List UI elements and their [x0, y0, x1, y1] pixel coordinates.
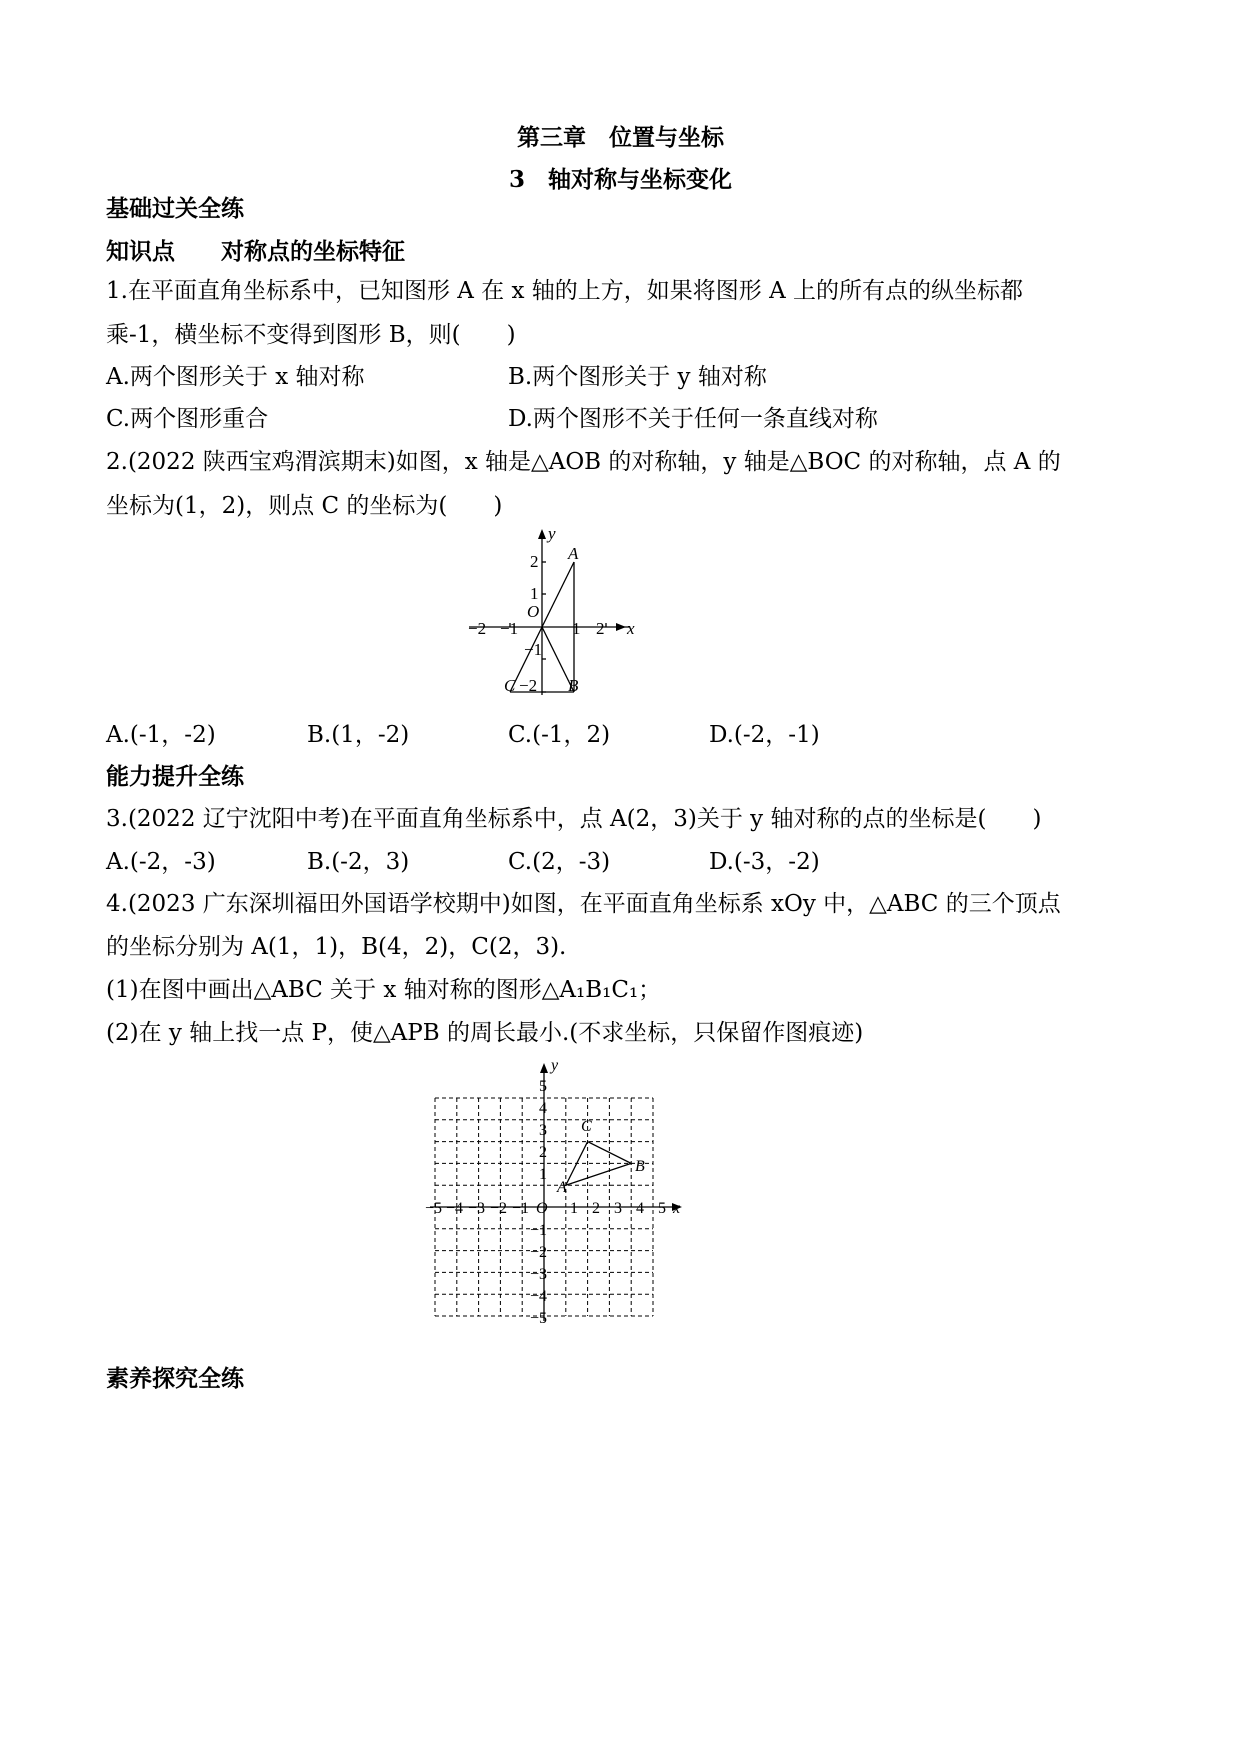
q2-text-line1: 2.(2022 陕西宝鸡渭滨期末)如图，x 轴是△AOB 的对称轴，y 轴是△BOC 的对称轴，点 A 的	[106, 449, 1061, 475]
section-heading-basic: 基础过关全练	[106, 195, 244, 222]
q4-x-tick-m2: −2	[490, 1200, 508, 1217]
q1-text-line1: 1.在平面直角坐标系中，已知图形 A 在 x 轴的上方，如果将图形 A 上的所有点的纵坐标都	[106, 278, 1024, 304]
q3-text-line1: 3.(2022 辽宁沈阳中考)在平面直角坐标系中，点 A(2，3)关于 y 轴对称的点的坐标是( )	[106, 806, 1042, 832]
q2-segment-oa	[542, 562, 574, 627]
q4-x-tick-2: 2	[592, 1200, 600, 1217]
q4-part1: (1)在图中画出△ABC 关于 x 轴对称的图形△A₁B₁C₁；	[106, 977, 662, 1003]
q2-y-tick-m1: −1	[524, 640, 543, 659]
q4-y-tick-1: 1	[539, 1166, 547, 1183]
q3-option-b: B.(-2，3)	[307, 849, 410, 875]
q4-x-tick-5: 5	[658, 1200, 666, 1217]
q3-option-c: C.(2，-3)	[508, 849, 611, 875]
q4-y-tick-m2: −2	[530, 1244, 548, 1261]
q4-x-tick-m4: −4	[446, 1200, 464, 1217]
q2-option-c: C.(-1，2)	[508, 722, 611, 748]
section-heading-explore: 素养探究全练	[106, 1365, 244, 1392]
q4-text-line2: 的坐标分别为 A(1，1)，B(4，2)，C(2，3).	[106, 934, 567, 960]
q2-x-tick-2: 2	[596, 619, 605, 638]
q2-y-tick-m2: −2	[519, 676, 538, 695]
q4-x-tick-1: 1	[570, 1200, 578, 1217]
q4-y-tick-5: 5	[539, 1078, 547, 1095]
q2-origin-label: O	[527, 602, 540, 621]
knowledge-point-heading: 知识点 对称点的坐标特征	[106, 238, 405, 265]
q4-x-tick-3: 3	[614, 1200, 622, 1217]
q4-y-tick-m4: −4	[530, 1288, 548, 1305]
q1-option-d: D.两个图形不关于任何一条直线对称	[508, 406, 878, 432]
q4-point-a-label: A	[557, 1179, 567, 1196]
section-title: 3 轴对称与坐标变化	[508, 166, 732, 193]
q2-x-tick-m2: −2	[468, 619, 487, 638]
q3-option-a: A.(-2，-3)	[106, 849, 216, 875]
q4-origin-label: O	[536, 1200, 548, 1217]
q4-x-tick-m5: −5	[425, 1200, 443, 1217]
q1-option-b: B.两个图形关于 y 轴对称	[508, 364, 767, 390]
q2-option-d: D.(-2，-1)	[709, 722, 820, 748]
q1-text-line2: 乘-1，横坐标不变得到图形 B，则( )	[106, 322, 516, 348]
q2-x-tick-m1: −1	[500, 619, 519, 638]
q4-y-tick-m3: −3	[530, 1266, 548, 1283]
q4-point-b-label: B	[635, 1158, 645, 1175]
q2-point-c-label: C	[504, 676, 516, 695]
q4-point-c-label: C	[581, 1118, 592, 1135]
q2-option-a: A.(-1，-2)	[106, 722, 216, 748]
section-heading-improve: 能力提升全练	[106, 763, 244, 790]
q4-y-axis-label: y	[551, 1057, 559, 1074]
q4-y-tick-4: 4	[539, 1100, 547, 1117]
q2-point-b-label: B	[568, 676, 579, 695]
chapter-title: 第三章 位置与坐标	[517, 124, 724, 151]
q4-y-tick-m1: −1	[530, 1222, 548, 1239]
q2-y-axis-label: y	[548, 525, 556, 543]
q4-grid-figure	[425, 1055, 690, 1325]
q2-y-tick-2: 2	[530, 552, 539, 571]
q4-part2: (2)在 y 轴上找一点 P，使△APB 的周长最小.(不求坐标，只保留作图痕迹)	[106, 1020, 864, 1046]
q4-text-line1: 4.(2023 广东深圳福田外国语学校期中)如图，在平面直角坐标系 xOy 中，△ABC 的三个顶点	[106, 891, 1061, 917]
q3-option-d: D.(-3，-2)	[709, 849, 820, 875]
q2-option-b: B.(1，-2)	[307, 722, 410, 748]
q2-x-tick-1: 1	[572, 619, 581, 638]
q4-x-axis-label: x	[673, 1200, 681, 1217]
q2-x-axis-label: x	[627, 619, 635, 638]
q4-x-tick-m3: −3	[468, 1200, 486, 1217]
q4-y-tick-3: 3	[539, 1122, 547, 1139]
q4-x-tick-m1: −1	[512, 1200, 530, 1217]
q4-y-tick-2: 2	[539, 1144, 547, 1161]
q1-option-a: A.两个图形关于 x 轴对称	[106, 364, 365, 390]
q1-option-c: C.两个图形重合	[106, 406, 269, 432]
q2-y-tick-1: 1	[530, 584, 539, 603]
q4-x-tick-4: 4	[636, 1200, 644, 1217]
q2-point-a-label: A	[568, 544, 579, 563]
q2-text-line2: 坐标为(1，2)，则点 C 的坐标为( )	[106, 493, 503, 519]
q4-y-tick-m5: −5	[530, 1310, 548, 1325]
q2-figure	[464, 525, 644, 700]
